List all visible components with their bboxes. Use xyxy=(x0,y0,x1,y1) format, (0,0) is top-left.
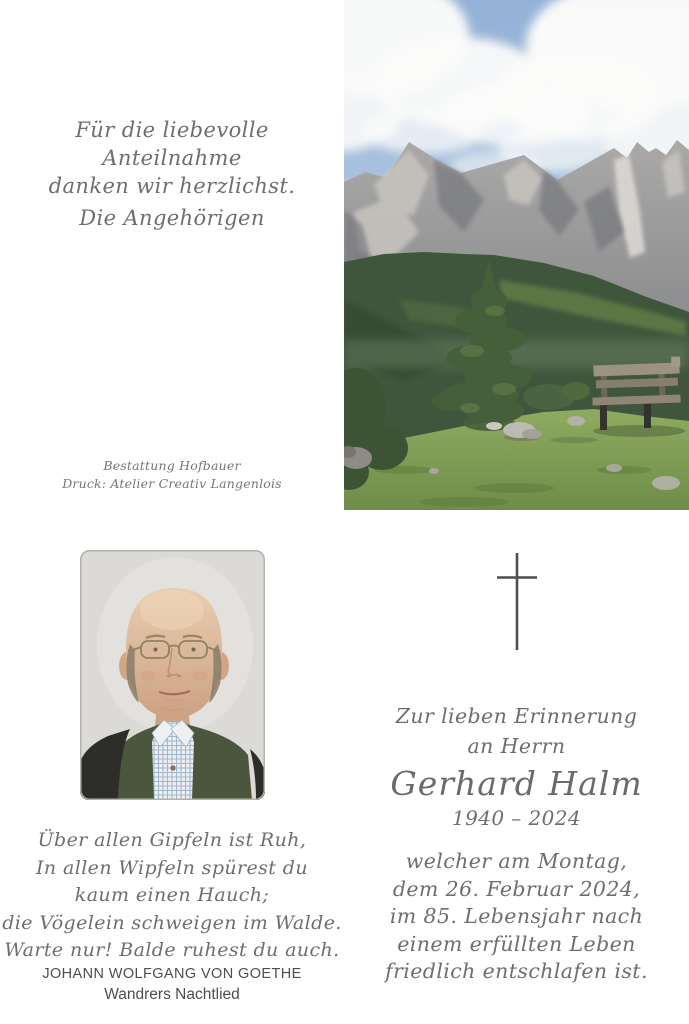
print-shop-imprint: Druck: Atelier Creativ Langenlois xyxy=(62,476,282,491)
mountain-photo xyxy=(344,0,689,510)
obituary-line: friedlich entschlafen ist. xyxy=(385,959,648,983)
funeral-home-imprint: Bestattung Hofbauer xyxy=(103,458,241,473)
thanks-line: Für die liebevolle xyxy=(75,118,269,142)
poem-line: Über allen Gipfeln ist Ruh, xyxy=(37,829,307,851)
portrait-photo xyxy=(80,550,265,800)
poem-line: In allen Wipfeln spürest du xyxy=(36,856,308,879)
poem-block xyxy=(0,827,344,965)
deceased-name: Gerhard Halm xyxy=(390,764,643,803)
poem-author: JOHANN WOLFGANG VON GOETHE xyxy=(42,966,302,982)
poem-title: Wandrers Nachtlied xyxy=(104,986,240,1003)
memorial-intro xyxy=(344,701,689,761)
thanks-block xyxy=(0,116,344,200)
thanks-line: Anteilnahme xyxy=(102,146,242,170)
life-years: 1940 – 2024 xyxy=(452,806,581,830)
obituary-block xyxy=(344,848,689,986)
memorial-intro-line: an Herrn xyxy=(467,734,566,758)
portrait-head xyxy=(119,588,229,718)
obituary-line: einem erfüllten Leben xyxy=(397,931,636,956)
obituary-line: welcher am Montag, xyxy=(405,849,628,873)
cross-icon xyxy=(496,553,538,650)
thanks-line: danken wir herzlichst. xyxy=(48,174,296,198)
obituary-line: im 85. Lebensjahr nach xyxy=(389,904,644,928)
memorial-intro-line: Zur lieben Erinnerung xyxy=(395,704,638,728)
poem-line: die Vögelein schweigen im Walde. xyxy=(2,911,342,934)
poem-line: Warte nur! Balde ruhest du auch. xyxy=(4,939,340,961)
obituary-line: dem 26. Februar 2024, xyxy=(392,876,641,901)
imprint-block xyxy=(0,457,344,493)
poem-line: kaum einen Hauch; xyxy=(74,884,270,906)
family-signature: Die Angehörigen xyxy=(79,206,265,230)
